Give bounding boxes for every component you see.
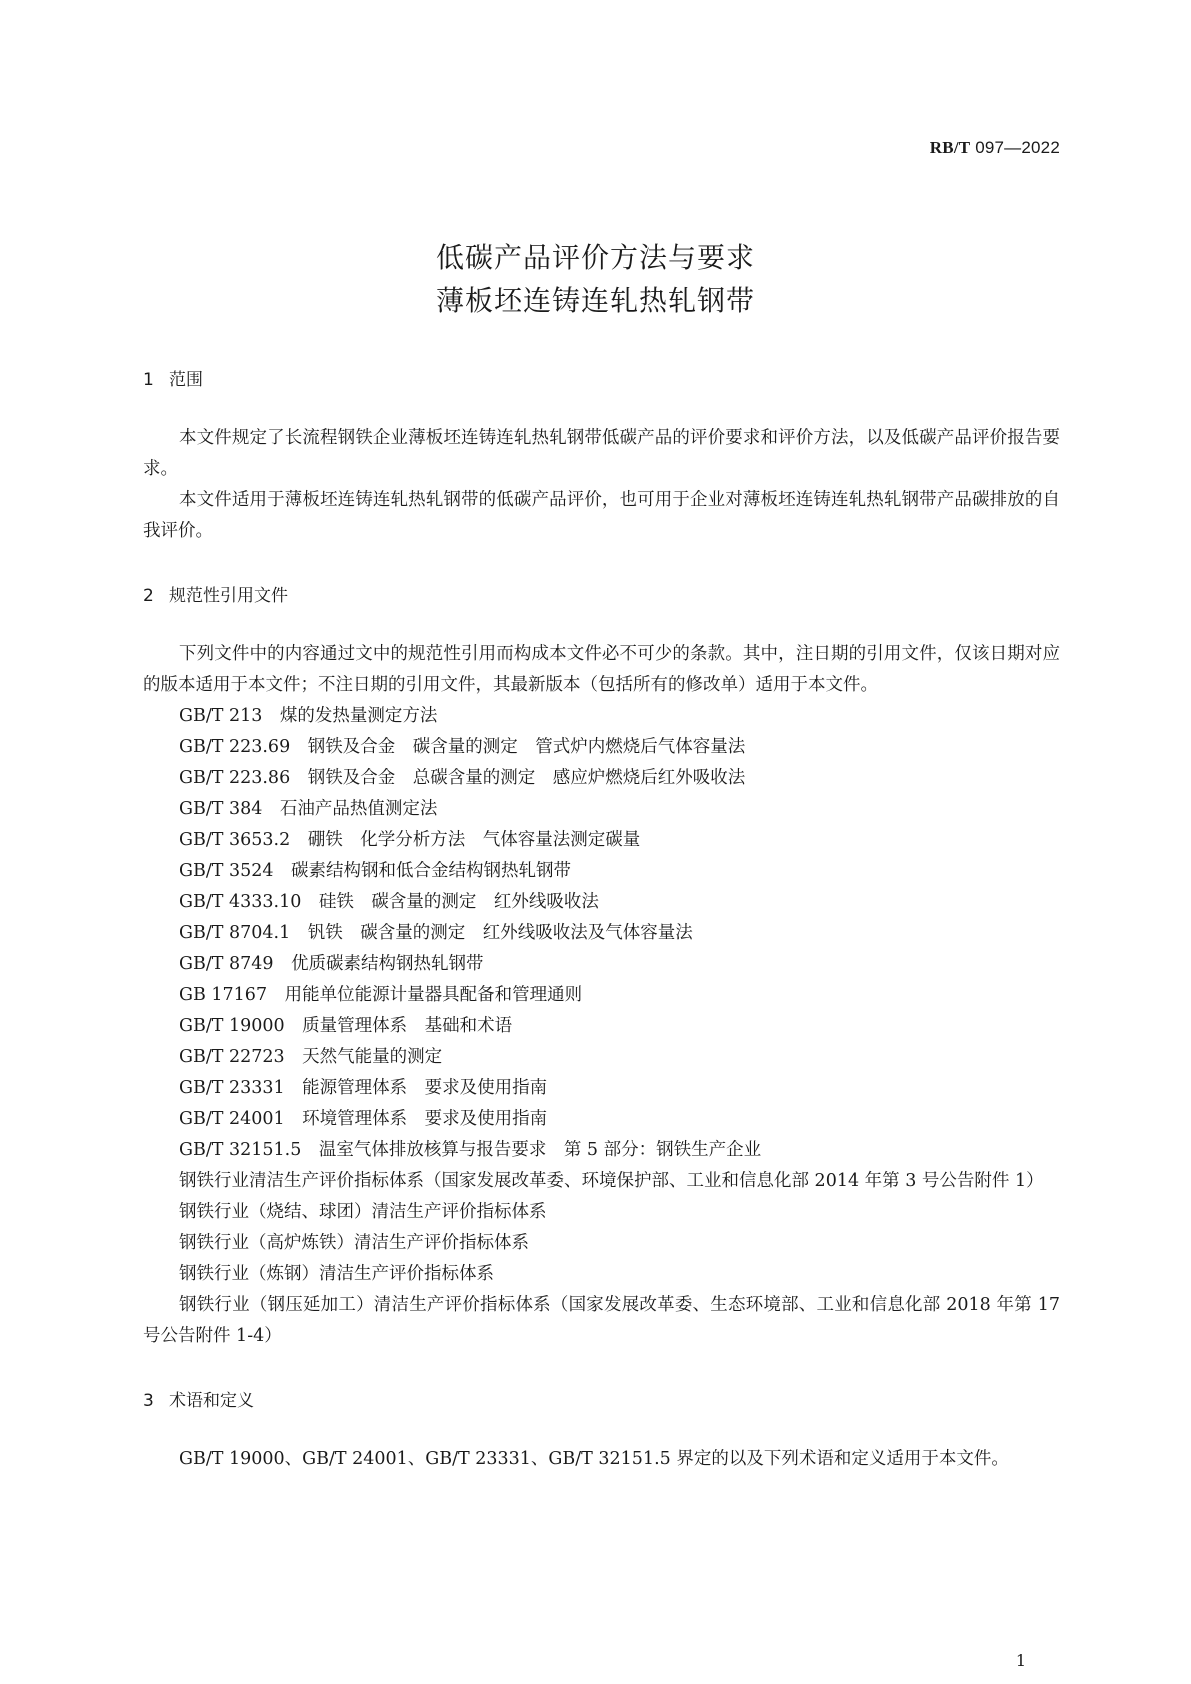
reference-item: GB/T 22723 天然气能量的测定 — [179, 1047, 443, 1067]
reference-item: 钢铁行业清洁生产评价指标体系（国家发展改革委、环境保护部、工业和信息化部 2014 年第 3 号公告附件 1） — [179, 1171, 1044, 1191]
reference-item: GB/T 3524 碳素结构钢和低合金结构钢热轧钢带 — [179, 861, 572, 881]
section-3-heading — [143, 1389, 1060, 1414]
reference-item: GB/T 223.86 钢铁及合金 总碳含量的测定 感应炉燃烧后红外吸收法 — [179, 768, 746, 788]
reference-item: GB 17167 用能单位能源计量器具配备和管理通则 — [179, 985, 583, 1005]
paragraph: 下列文件中的内容通过文中的规范性引用而构成本文件必不可少的条款。其中，注日期的引用文件，仅该日期对应的版本适用于本文件；不注日期的引用文件，其最新版本（包括所有的修改单）适用于本文件。 — [143, 644, 1060, 695]
document-title — [0, 236, 1191, 322]
section-number: 2 — [143, 586, 154, 606]
section-1-heading — [143, 368, 1060, 393]
standard-code-number: 097—2022 — [970, 138, 1060, 157]
section-title: 范围 — [169, 370, 203, 390]
reference-item: 钢铁行业（钢压延加工）清洁生产评价指标体系（国家发展改革委、生态环境部、工业和信息化部 2018 年第 17 号公告附件 1-4） — [143, 1295, 1060, 1346]
paragraph: 本文件规定了长流程钢铁企业薄板坯连铸连轧热轧钢带低碳产品的评价要求和评价方法，以及低碳产品评价报告要求。 — [143, 428, 1060, 479]
reference-item: GB/T 8704.1 钒铁 碳含量的测定 红外线吸收法及气体容量法 — [179, 923, 693, 943]
reference-item: 钢铁行业（高炉炼铁）清洁生产评价指标体系 — [179, 1233, 529, 1253]
document-body — [143, 368, 1060, 1475]
section-number: 3 — [143, 1391, 154, 1411]
reference-item: GB/T 8749 优质碳素结构钢热轧钢带 — [179, 954, 484, 974]
reference-item: GB/T 19000 质量管理体系 基础和术语 — [179, 1016, 513, 1036]
reference-item: GB/T 32151.5 温室气体排放核算与报告要求 第 5 部分：钢铁生产企业 — [179, 1140, 762, 1160]
standard-number — [930, 138, 1060, 158]
paragraph: 本文件适用于薄板坯连铸连轧热轧钢带的低碳产品评价，也可用于企业对薄板坯连铸连轧热轧钢带产品碳排放的自我评价。 — [143, 490, 1060, 541]
reference-item: 钢铁行业（烧结、球团）清洁生产评价指标体系 — [179, 1202, 547, 1222]
reference-item: GB/T 24001 环境管理体系 要求及使用指南 — [179, 1109, 548, 1129]
reference-item: GB/T 213 煤的发热量测定方法 — [179, 706, 438, 726]
standard-code-prefix: RB/T — [929, 138, 971, 157]
reference-item: GB/T 4333.10 硅铁 碳含量的测定 红外线吸收法 — [179, 892, 599, 912]
paragraph: GB/T 19000、GB/T 24001、GB/T 23331、GB/T 32151.5 界定的以及下列术语和定义适用于本文件。 — [179, 1449, 1009, 1469]
title-line-2: 薄板坯连铸连轧热轧钢带 — [435, 284, 755, 317]
reference-item: GB/T 3653.2 硼铁 化学分析方法 气体容量法测定碳量 — [179, 830, 641, 850]
section-2-heading — [143, 584, 1060, 609]
reference-item: GB/T 23331 能源管理体系 要求及使用指南 — [179, 1078, 548, 1098]
section-title: 术语和定义 — [169, 1391, 254, 1411]
section-title: 规范性引用文件 — [169, 586, 288, 606]
reference-item: GB/T 384 石油产品热值测定法 — [179, 799, 438, 819]
page-number: 1 — [1015, 1651, 1026, 1670]
reference-item: 钢铁行业（炼钢）清洁生产评价指标体系 — [179, 1264, 494, 1284]
title-line-1: 低碳产品评价方法与要求 — [435, 241, 755, 274]
reference-item: GB/T 223.69 钢铁及合金 碳含量的测定 管式炉内燃烧后气体容量法 — [179, 737, 746, 757]
section-number: 1 — [143, 370, 154, 390]
